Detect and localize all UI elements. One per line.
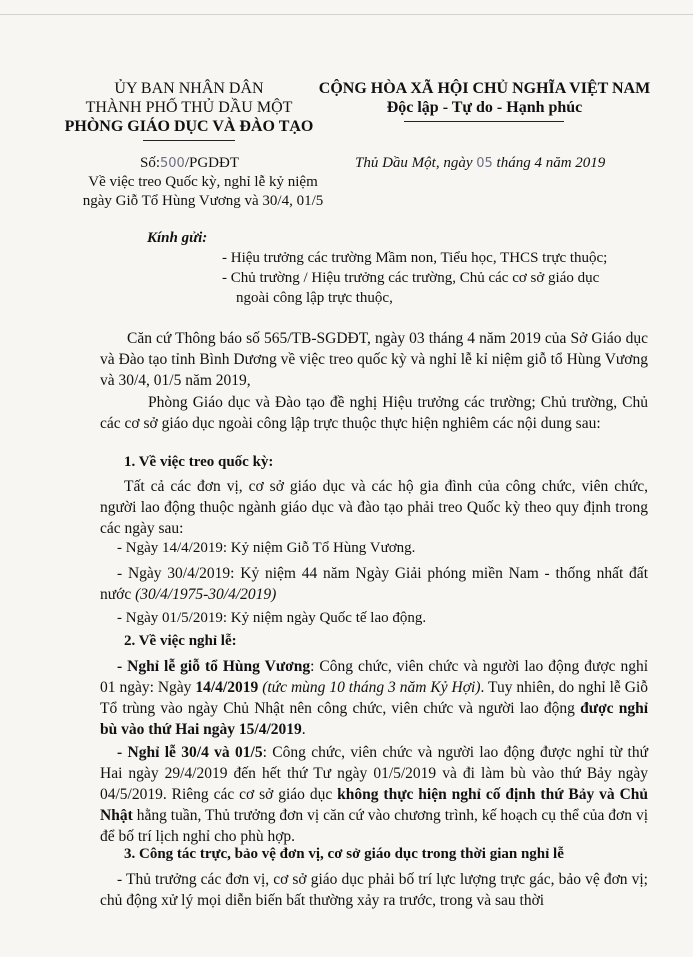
- hung-vuong-holiday-text: : Công chức, viên chức và người lao động được nghỉ 01 ngày: Ngày: [100, 658, 649, 696]
- section-1-item-3: - Ngày 01/5/2019: Kỷ niệm ngày Quốc tế lao động.: [117, 610, 427, 626]
- section-1-item-2-text: - Ngày 30/4/2019: Kỷ niệm 44 năm Ngày Giải phóng miền Nam - thống nhất đất nước: [100, 565, 648, 603]
- document-number-suffix: /PGDĐT: [184, 155, 240, 171]
- section-1-item-2-dates: (30/4/1975-30/4/2019): [135, 586, 277, 603]
- subject-line-1: Về việc treo Quốc kỳ, nghỉ lễ kỷ niệm: [88, 174, 318, 190]
- section-1-intro: Tất cả các đơn vị, cơ sở giáo dục và các hộ gia đình của công chức, viên chức, người lao động thuộc ngành giáo dục và đào tạo phải treo Quốc kỳ theo quy định trong các ngày sau:: [100, 478, 648, 537]
- april-may-holiday-text: : Công chức, viên chức và người lao động được nghỉ từ thứ Hai ngày 29/4/2019 đến hết thứ Tư ngày 01/5/2019 và đi làm bù vào thứ Bảy ngày 04/5/2019. Riêng các cơ sở giáo dục: [100, 744, 648, 803]
- document-number-prefix: Số:: [140, 155, 161, 171]
- section-2-paragraph-2: [100, 742, 648, 847]
- section-1-item-1: - Ngày 14/4/2019: Kỷ niệm Giỗ Tổ Hùng Vương.: [117, 540, 416, 556]
- recipients-label: Kính gửi:: [147, 230, 208, 246]
- header-city: THÀNH PHỐ THỦ DẦU MỘT: [85, 99, 293, 116]
- basis-paragraph: Căn cứ Thông báo số 565/TB-SGDĐT, ngày 03 tháng 4 năm 2019 của Sở Giáo dục và Đào tạo tỉnh Bình Dương về việc treo quốc kỳ và nghỉ lễ kỉ niệm giỗ tổ Hùng Vương và 30/4, 01/5 năm 2019,: [100, 330, 648, 389]
- header-department: PHÒNG GIÁO DỤC VÀ ĐÀO TẠO: [64, 118, 314, 135]
- april-may-holiday-text-2: hằng tuần, Thủ trưởng đơn vị căn cứ vào chương trình, kế hoạch cụ thể của đơn vị để bố trí lịch nghỉ cho phù hợp.: [100, 807, 648, 845]
- header-republic: CỘNG HÒA XÃ HỘI CHỦ NGHĨA VIỆT NAM: [318, 80, 651, 97]
- header-people-committee: ỦY BAN NHÂN DÂN: [114, 80, 264, 97]
- section-2-heading: 2. Về việc nghỉ lễ:: [124, 633, 237, 649]
- section-3-paragraph-1: - Thủ trưởng các đơn vị, cơ sở giáo dục phải bố trí lực lượng trực gác, bảo vệ đơn vị; chủ động xử lý mọi diễn biến bất thường xảy ra trước, trong và sau thời: [100, 871, 648, 909]
- date-handwritten-day: 05: [476, 156, 493, 171]
- subject-line-2: ngày Giỗ Tổ Hùng Vương và 30/4, 01/5: [82, 193, 324, 209]
- header-motto: Độc lập - Tự do - Hạnh phúc: [386, 99, 583, 116]
- header-left-underline: [143, 140, 235, 141]
- document-number-handwritten: 500: [160, 156, 185, 171]
- recipient-line-2: - Chủ trường / Hiệu trưởng các trường, Chủ các cơ sở giáo dục: [222, 270, 600, 286]
- date-prefix: Thủ Dầu Một, ngày: [355, 155, 473, 171]
- date-suffix: tháng 4 năm 2019: [496, 155, 606, 171]
- section-3-heading: 3. Công tác trực, bảo vệ đơn vị, cơ sở giáo dục trong thời gian nghỉ lễ: [124, 846, 564, 862]
- recipient-line-1: - Hiệu trưởng các trường Mầm non, Tiểu học, THCS trực thuộc;: [222, 250, 608, 266]
- april-may-holiday-label: - Nghỉ lễ 30/4 và 01/5: [117, 744, 263, 761]
- recipient-line-3: ngoài công lập trực thuộc,: [236, 290, 393, 306]
- hung-vuong-holiday-date: 14/4/2019: [195, 679, 259, 696]
- compensatory-leave-note: được nghỉ bù vào thứ Hai ngày 15/4/2019: [100, 700, 649, 738]
- hung-vuong-holiday-text-2: . Tuy nhiên, do nghỉ lễ Giỗ Tổ trùng vào ngày Chủ Nhật nên công chức, viên chức và người lao động: [100, 679, 649, 717]
- non-fixed-weekend-note: không thực hiện nghỉ cố định thứ Bảy và Chủ Nhật: [100, 786, 649, 824]
- lunar-date-note: (tức mùng 10 tháng 3 năm Kỷ Hợi): [262, 679, 481, 696]
- request-paragraph: Phòng Giáo dục và Đào tạo đề nghị Hiệu trưởng các trường; Chủ trường, Chủ các cơ sở giáo dục ngoài công lập trực thuộc thực hiện nghiêm các nội dung sau:: [100, 394, 648, 432]
- page-fold-line: [0, 14, 693, 15]
- header-right-underline: [404, 121, 564, 122]
- document-number: [140, 155, 239, 172]
- section-2-paragraph-1: - Nghỉ lễ giỗ tổ Hùng Vương: Công chức, viên chức và người lao động được nghỉ 01 ngày: Ngày 14/4/2019 (tức mùng 10 tháng 3 năm Kỷ Hợi). Tuy nhiên, do nghỉ lễ Giỗ Tổ trùng vào ngày Chủ Nhật nên công chức, viên chức và người lao động được nghỉ bù vào thứ Hai ngày 15/4/2019.: [100, 658, 649, 738]
- document-date: [355, 155, 605, 172]
- section-1-heading: 1. Về việc treo quốc kỳ:: [124, 454, 274, 470]
- section-1-item-2: [100, 563, 648, 605]
- hung-vuong-holiday-label: - Nghỉ lễ giỗ tổ Hùng Vương: [117, 658, 311, 675]
